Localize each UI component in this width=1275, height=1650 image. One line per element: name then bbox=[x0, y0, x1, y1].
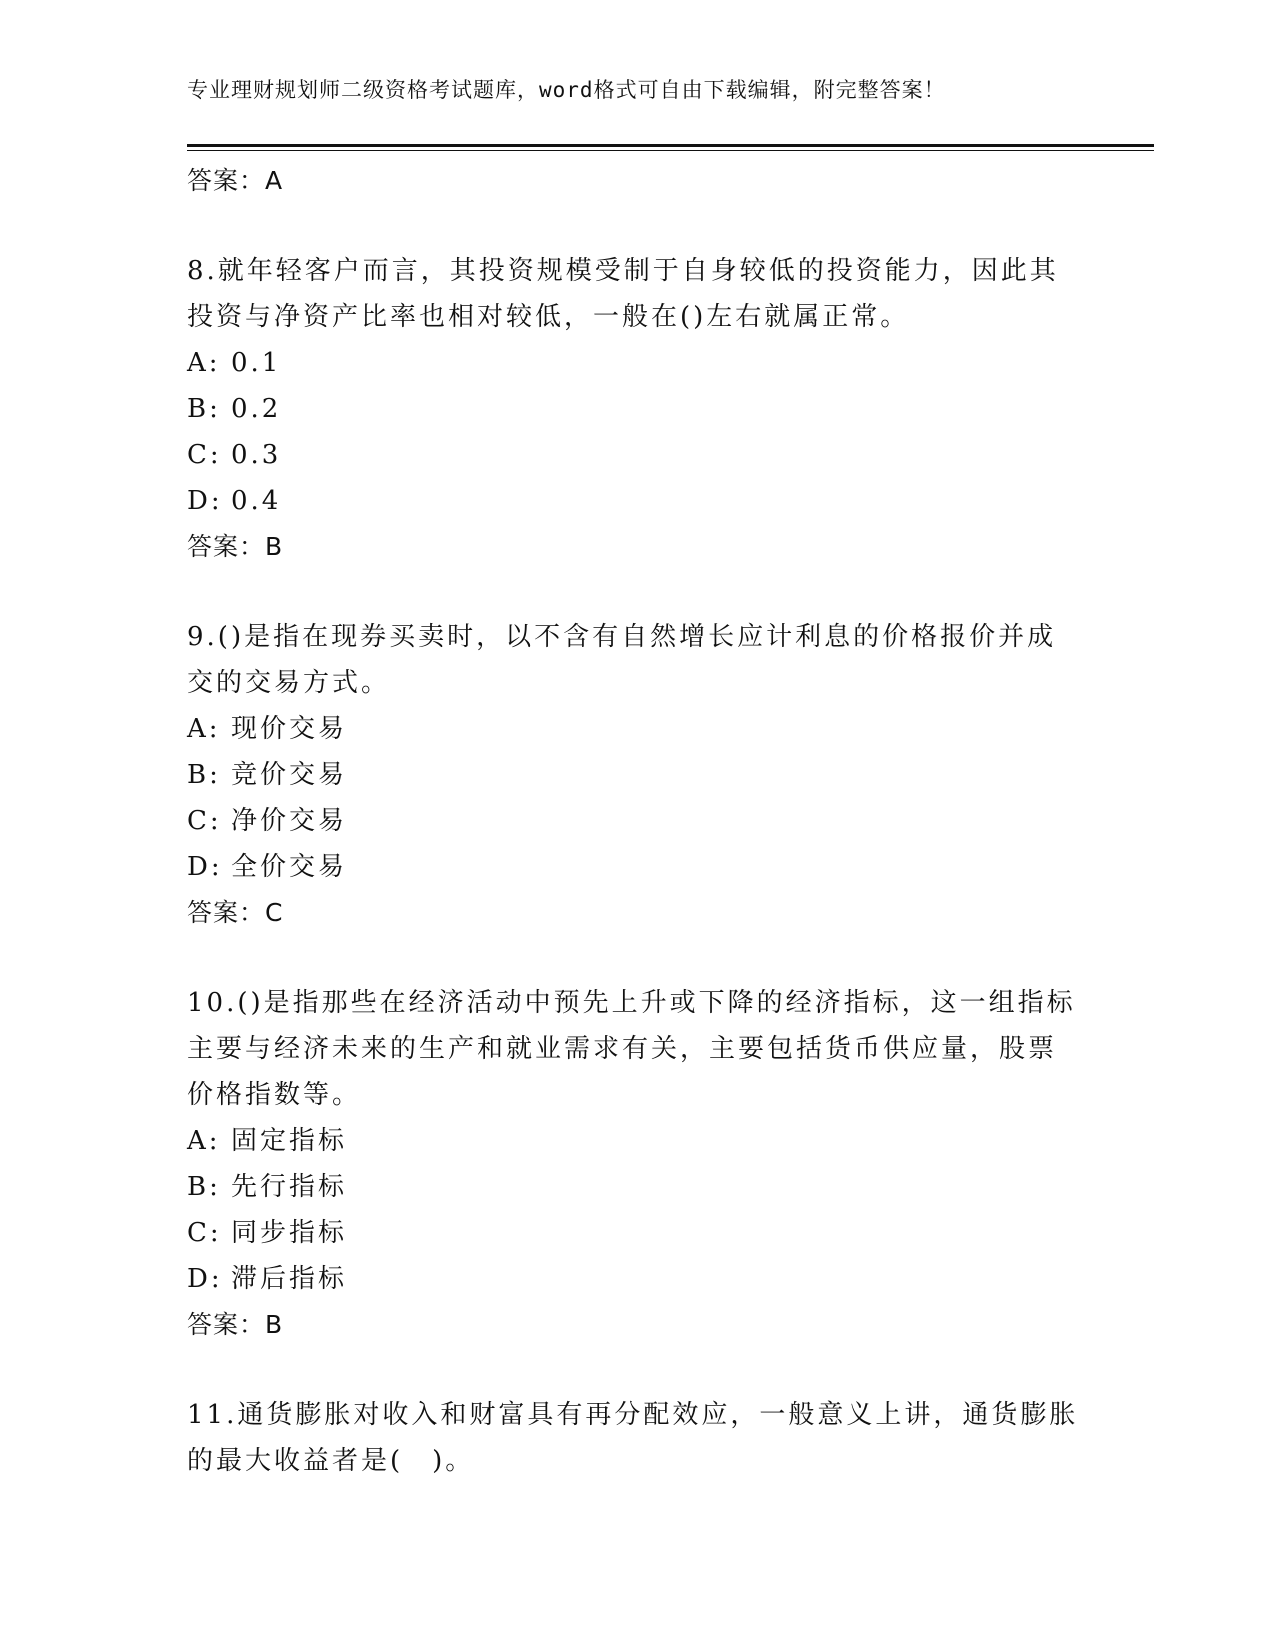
option-text: 净价交易 bbox=[231, 806, 348, 836]
question-stem-line: 10.()是指那些在经济活动中预先上升或下降的经济指标，这一组指标 bbox=[187, 988, 1076, 1018]
option-label: C: bbox=[187, 1218, 222, 1248]
option-text: 先行指标 bbox=[231, 1172, 348, 1202]
answer-line: 答案：C bbox=[187, 898, 284, 927]
question-stem bbox=[187, 248, 1087, 340]
option-label: C: bbox=[187, 440, 222, 470]
option-label: A: bbox=[187, 1126, 221, 1156]
option-label: B: bbox=[187, 760, 221, 790]
page-header: 专业理财规划师二级资格考试题库，word格式可自由下载编辑，附完整答案！ bbox=[187, 78, 946, 102]
option-text: 0.3 bbox=[231, 440, 282, 470]
document-body bbox=[187, 158, 1087, 1484]
answer-line: 答案：B bbox=[187, 532, 284, 561]
question-stem bbox=[187, 980, 1087, 1118]
option-text: 0.1 bbox=[231, 348, 282, 378]
option-text: 现价交易 bbox=[231, 714, 348, 744]
header-divider-thick bbox=[187, 144, 1154, 147]
question-stem-line: 价格指数等。 bbox=[187, 1080, 362, 1110]
question-stem-line: 9.()是指在现券买卖时，以不含有自然增长应计利息的价格报价并成 bbox=[187, 622, 1057, 652]
header-divider-thin bbox=[187, 150, 1154, 151]
option-text: 同步指标 bbox=[231, 1218, 348, 1248]
question-block bbox=[187, 980, 1087, 1348]
option-c bbox=[187, 432, 1087, 478]
question-stem-line: 主要与经济未来的生产和就业需求有关，主要包括货币供应量，股票 bbox=[187, 1034, 1058, 1064]
option-label: D: bbox=[187, 852, 223, 882]
option-text: 固定指标 bbox=[231, 1126, 348, 1156]
option-d bbox=[187, 1256, 1087, 1302]
question-stem bbox=[187, 614, 1087, 706]
question-stem-line: 交的交易方式。 bbox=[187, 668, 391, 698]
option-text: 竞价交易 bbox=[231, 760, 348, 790]
question-stem-line: 8.就年轻客户而言，其投资规模受制于自身较低的投资能力，因此其 bbox=[187, 256, 1059, 286]
question-stem bbox=[187, 1392, 1087, 1484]
option-d bbox=[187, 844, 1087, 890]
option-a bbox=[187, 1118, 1087, 1164]
question-stem-line: 11.通货膨胀对收入和财富具有再分配效应，一般意义上讲，通货膨胀 bbox=[187, 1400, 1079, 1430]
option-label: A: bbox=[187, 348, 221, 378]
option-text: 全价交易 bbox=[231, 852, 348, 882]
option-text: 0.2 bbox=[231, 394, 282, 424]
option-b bbox=[187, 386, 1087, 432]
option-text: 滞后指标 bbox=[231, 1264, 348, 1294]
option-c bbox=[187, 1210, 1087, 1256]
answer-line: 答案：B bbox=[187, 1310, 284, 1339]
option-a bbox=[187, 706, 1087, 752]
answer-line: 答案：A bbox=[187, 166, 284, 195]
option-label: B: bbox=[187, 1172, 221, 1202]
question-block bbox=[187, 614, 1087, 936]
option-d bbox=[187, 478, 1087, 524]
option-label: D: bbox=[187, 486, 223, 516]
question-block bbox=[187, 248, 1087, 570]
option-label: D: bbox=[187, 1264, 223, 1294]
option-label: A: bbox=[187, 714, 221, 744]
option-c bbox=[187, 798, 1087, 844]
option-b bbox=[187, 752, 1087, 798]
question-block bbox=[187, 1392, 1087, 1484]
option-a bbox=[187, 340, 1087, 386]
option-label: C: bbox=[187, 806, 222, 836]
option-text: 0.4 bbox=[231, 486, 282, 516]
question-stem-line: 的最大收益者是( )。 bbox=[187, 1446, 475, 1476]
question-stem-line: 投资与净资产比率也相对较低，一般在()左右就属正常。 bbox=[187, 302, 910, 332]
option-b bbox=[187, 1164, 1087, 1210]
option-label: B: bbox=[187, 394, 221, 424]
